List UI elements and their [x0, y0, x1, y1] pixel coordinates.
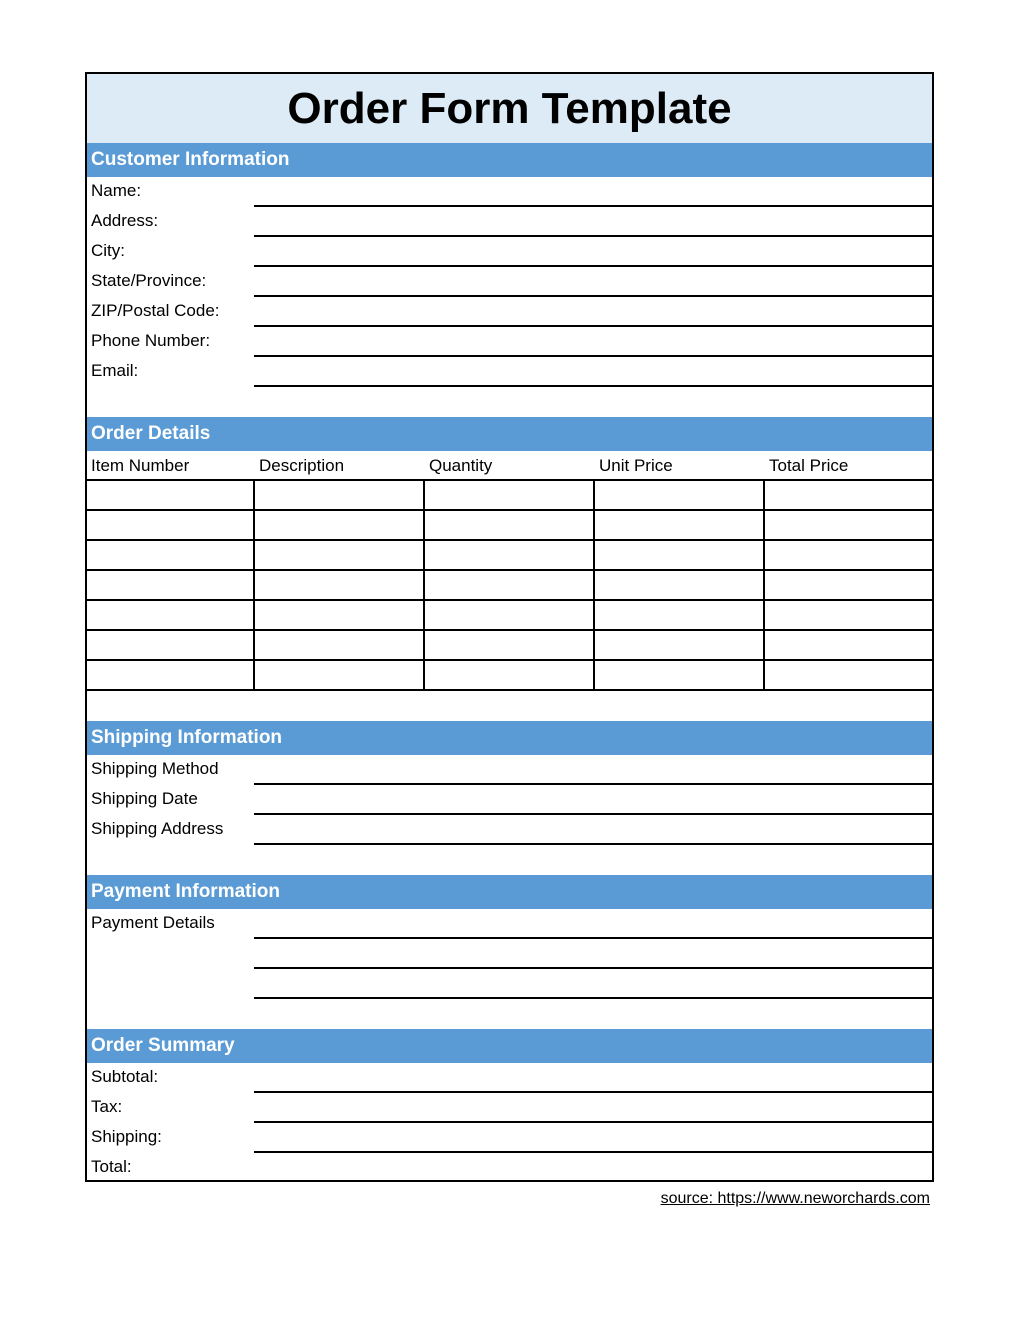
email-label: Email:: [91, 361, 139, 380]
address-label: Address:: [91, 211, 159, 230]
table-cell-item-number[interactable]: [87, 601, 255, 629]
table-cell-unit-price[interactable]: [595, 601, 765, 629]
table-cell-total-price[interactable]: [765, 481, 932, 509]
table-cell-quantity[interactable]: [425, 511, 595, 539]
spacer: [87, 845, 932, 875]
table-cell-description[interactable]: [255, 481, 425, 509]
zip-postal-code-row: [87, 297, 932, 327]
table-cell-item-number[interactable]: [87, 481, 255, 509]
state-province-row: [87, 267, 932, 297]
shipping-row: [87, 1123, 932, 1153]
table-row: [87, 541, 932, 571]
total-label: Total:: [91, 1157, 132, 1176]
table-cell-quantity[interactable]: [425, 631, 595, 659]
table-cell-total-price[interactable]: [765, 661, 932, 689]
payment-input-line[interactable]: [254, 997, 932, 999]
order-column-headers: [87, 451, 932, 481]
table-cell-unit-price[interactable]: [595, 541, 765, 569]
email-input-line[interactable]: [254, 385, 932, 387]
table-cell-total-price[interactable]: [765, 631, 932, 659]
table-cell-quantity[interactable]: [425, 571, 595, 599]
table-cell-item-number[interactable]: [87, 661, 255, 689]
shipping-info-header: Shipping Information: [87, 721, 932, 755]
table-cell-total-price[interactable]: [765, 541, 932, 569]
payment-details-row: [87, 909, 932, 939]
table-cell-total-price[interactable]: [765, 601, 932, 629]
phone-number-label: Phone Number:: [91, 331, 211, 350]
customer-info-header: Customer Information: [87, 143, 932, 177]
table-cell-description[interactable]: [255, 571, 425, 599]
table-cell-item-number[interactable]: [87, 511, 255, 539]
shipping-address-input-line[interactable]: [254, 843, 932, 845]
payment-line-row: [87, 969, 932, 999]
table-cell-description[interactable]: [255, 511, 425, 539]
table-cell-unit-price[interactable]: [595, 511, 765, 539]
tax-label: Tax:: [91, 1097, 123, 1116]
column-header-total-price: Total Price: [769, 456, 849, 475]
column-header-unit-price: Unit Price: [599, 456, 673, 475]
spacer: [87, 387, 932, 417]
table-cell-total-price[interactable]: [765, 571, 932, 599]
source-link[interactable]: source: https://www.neworchards.com: [660, 1190, 930, 1207]
table-cell-quantity[interactable]: [425, 601, 595, 629]
table-cell-item-number[interactable]: [87, 541, 255, 569]
customer-fields: [87, 177, 932, 387]
table-cell-unit-price[interactable]: [595, 571, 765, 599]
spacer: [87, 691, 932, 721]
shipping-method-label: Shipping Method: [91, 759, 219, 778]
phone-number-row: [87, 327, 932, 357]
table-cell-quantity[interactable]: [425, 541, 595, 569]
tax-row: [87, 1093, 932, 1123]
order-summary-header: Order Summary: [87, 1029, 932, 1063]
table-cell-quantity[interactable]: [425, 481, 595, 509]
column-header-item-number: Item Number: [91, 456, 190, 475]
table-cell-item-number[interactable]: [87, 571, 255, 599]
payment-lines: [87, 939, 932, 999]
name-row: [87, 177, 932, 207]
subtotal-row: [87, 1063, 932, 1093]
email-row: [87, 357, 932, 387]
total-row: [87, 1153, 932, 1183]
spacer: [87, 999, 932, 1029]
order-form: [85, 72, 934, 1182]
city-label: City:: [91, 241, 125, 260]
table-row: [87, 481, 932, 511]
city-row: [87, 237, 932, 267]
shipping-address-row: [87, 815, 932, 845]
payment-info-header: Payment Information: [87, 875, 932, 909]
zip-postal-code-label: ZIP/Postal Code:: [91, 301, 220, 320]
order-details-header: Order Details: [87, 417, 932, 451]
table-cell-unit-price[interactable]: [595, 481, 765, 509]
table-row: [87, 511, 932, 541]
column-header-quantity: Quantity: [429, 456, 493, 475]
shipping-label: Shipping:: [91, 1127, 162, 1146]
table-row: [87, 571, 932, 601]
table-cell-unit-price[interactable]: [595, 661, 765, 689]
table-cell-quantity[interactable]: [425, 661, 595, 689]
table-cell-description[interactable]: [255, 601, 425, 629]
table-cell-unit-price[interactable]: [595, 631, 765, 659]
form-title: Order Form Template: [87, 74, 932, 143]
shipping-method-row: [87, 755, 932, 785]
table-row: [87, 661, 932, 691]
state-province-label: State/Province:: [91, 271, 207, 290]
table-row: [87, 631, 932, 661]
table-cell-total-price[interactable]: [765, 511, 932, 539]
payment-details-label: Payment Details: [91, 913, 215, 932]
shipping-fields: [87, 755, 932, 845]
column-header-description: Description: [259, 456, 345, 475]
shipping-date-row: [87, 785, 932, 815]
payment-line-row: [87, 939, 932, 969]
shipping-address-label: Shipping Address: [91, 819, 224, 838]
table-cell-description[interactable]: [255, 661, 425, 689]
table-cell-description[interactable]: [255, 541, 425, 569]
table-cell-description[interactable]: [255, 631, 425, 659]
table-row: [87, 601, 932, 631]
subtotal-label: Subtotal:: [91, 1067, 159, 1086]
name-label: Name:: [91, 181, 142, 200]
table-cell-item-number[interactable]: [87, 631, 255, 659]
address-row: [87, 207, 932, 237]
summary-fields: [87, 1063, 932, 1183]
shipping-date-label: Shipping Date: [91, 789, 198, 808]
order-items-grid: [87, 481, 932, 691]
